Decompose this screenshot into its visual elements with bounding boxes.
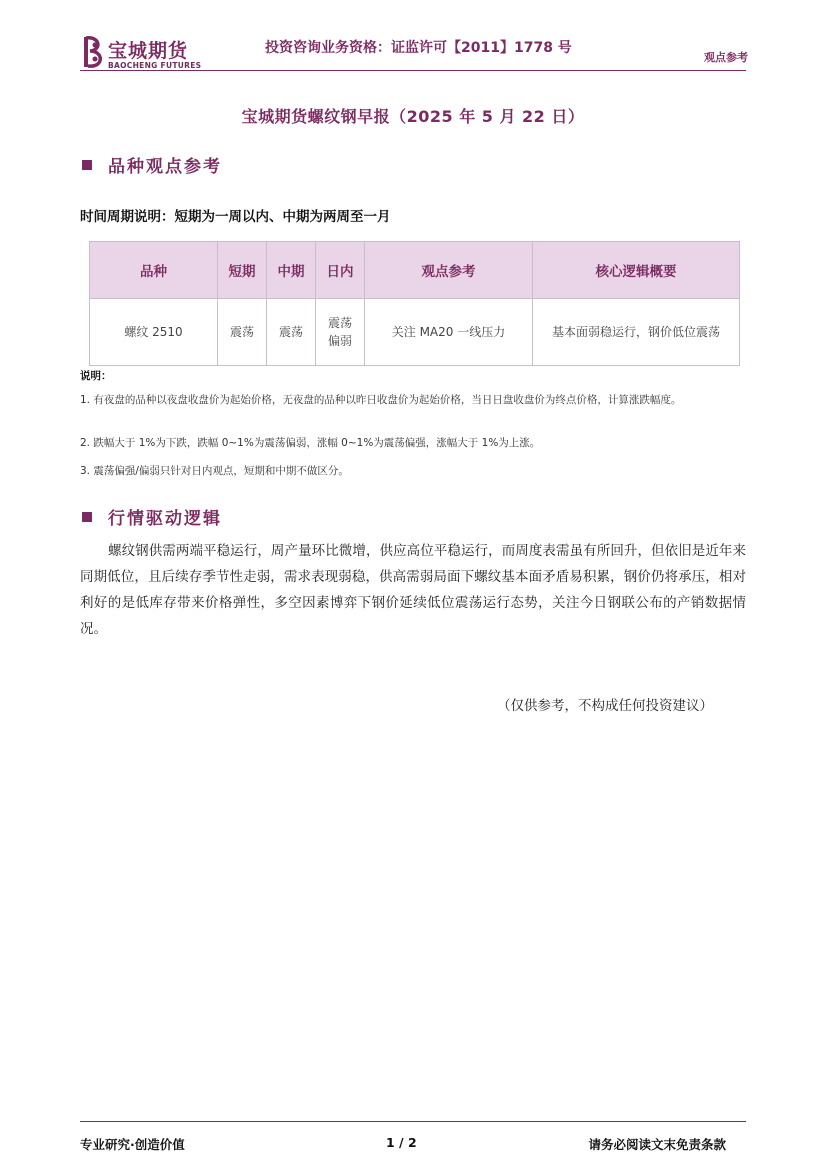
view-table <box>89 241 740 366</box>
table-header-cell: 中期 <box>267 242 316 299</box>
footer-slogan: 专业研究·创造价值 <box>80 1137 185 1152</box>
section-heading-text: 品种观点参考 <box>108 157 222 177</box>
table-header-cell: 核心逻辑概要 <box>533 242 740 299</box>
company-logo <box>82 34 212 74</box>
header-tag: 观点参考 <box>704 51 748 64</box>
table-cell-intraday: 震荡偏弱 <box>316 299 365 366</box>
table-header-row <box>90 242 740 299</box>
table-cell-short-term: 震荡 <box>218 299 267 366</box>
table-cell-mid-term: 震荡 <box>267 299 316 366</box>
table-row <box>90 299 740 366</box>
notes-title: 说明： <box>80 370 112 382</box>
header-divider <box>80 70 746 71</box>
license-text: 投资咨询业务资格：证监许可【2011】1778 号 <box>265 40 572 56</box>
table-header-cell: 日内 <box>316 242 365 299</box>
note-item: 2. 跌幅大于 1%为下跌，跌幅 0~1%为震荡偏弱，涨幅 0~1%为震荡偏强，涨幅大于 1%为上涨。 <box>80 437 541 449</box>
section-heading-view <box>82 152 222 177</box>
disclaimer-text: （仅供参考，不构成任何投资建议） <box>497 698 713 714</box>
logo-chinese-name: 宝城期货 <box>108 40 189 62</box>
table-header-cell: 短期 <box>218 242 267 299</box>
baocheng-logo-icon <box>82 34 106 70</box>
note-item: 1. 有夜盘的品种以夜盘收盘价为起始价格，无夜盘的品种以昨日收盘价为起始价格，当日日盘收盘价为终点价格，计算涨跌幅度。 <box>80 394 682 406</box>
footer-disclaimer-link[interactable]: 请务必阅读文末免责条款 <box>588 1137 726 1152</box>
table-cell-variety: 螺纹 2510 <box>90 299 218 366</box>
note-item: 3. 震荡偏强/偏弱只针对日内观点，短期和中期不做区分。 <box>80 465 349 477</box>
table-cell-view: 关注 MA20 一线压力 <box>365 299 533 366</box>
section-heading-text: 行情驱动逻辑 <box>108 509 222 529</box>
section-heading-logic <box>82 504 222 529</box>
footer-divider <box>80 1121 746 1122</box>
section-bullet-icon <box>82 160 92 170</box>
market-logic-paragraph: 螺纹钢供需两端平稳运行，周产量环比微增，供应高位平稳运行，而周度表需虽有所回升，但依旧是近年来同期低位，且后续存季节性走弱，需求表现弱稳，供高需弱局面下螺纹基本面矛盾易积累，钢价仍将承压，相对利好的是低库存带来价格弹性，多空因素博弈下钢价延续低位震荡运行态势，关注今日钢联公布的产销数据情况。 <box>80 543 746 637</box>
report-title: 宝城期货螺纹钢早报（2025 年 5 月 22 日） <box>241 107 585 126</box>
table-header-cell: 品种 <box>90 242 218 299</box>
table-header-cell: 观点参考 <box>365 242 533 299</box>
page-number: 1 / 2 <box>386 1135 417 1150</box>
table-cell-logic: 基本面弱稳运行，钢价低位震荡 <box>533 299 740 366</box>
section-bullet-icon <box>82 512 92 522</box>
period-note: 时间周期说明：短期为一周以内、中期为两周至一月 <box>80 209 391 225</box>
logo-english-name: BAOCHENG FUTURES <box>108 61 202 70</box>
